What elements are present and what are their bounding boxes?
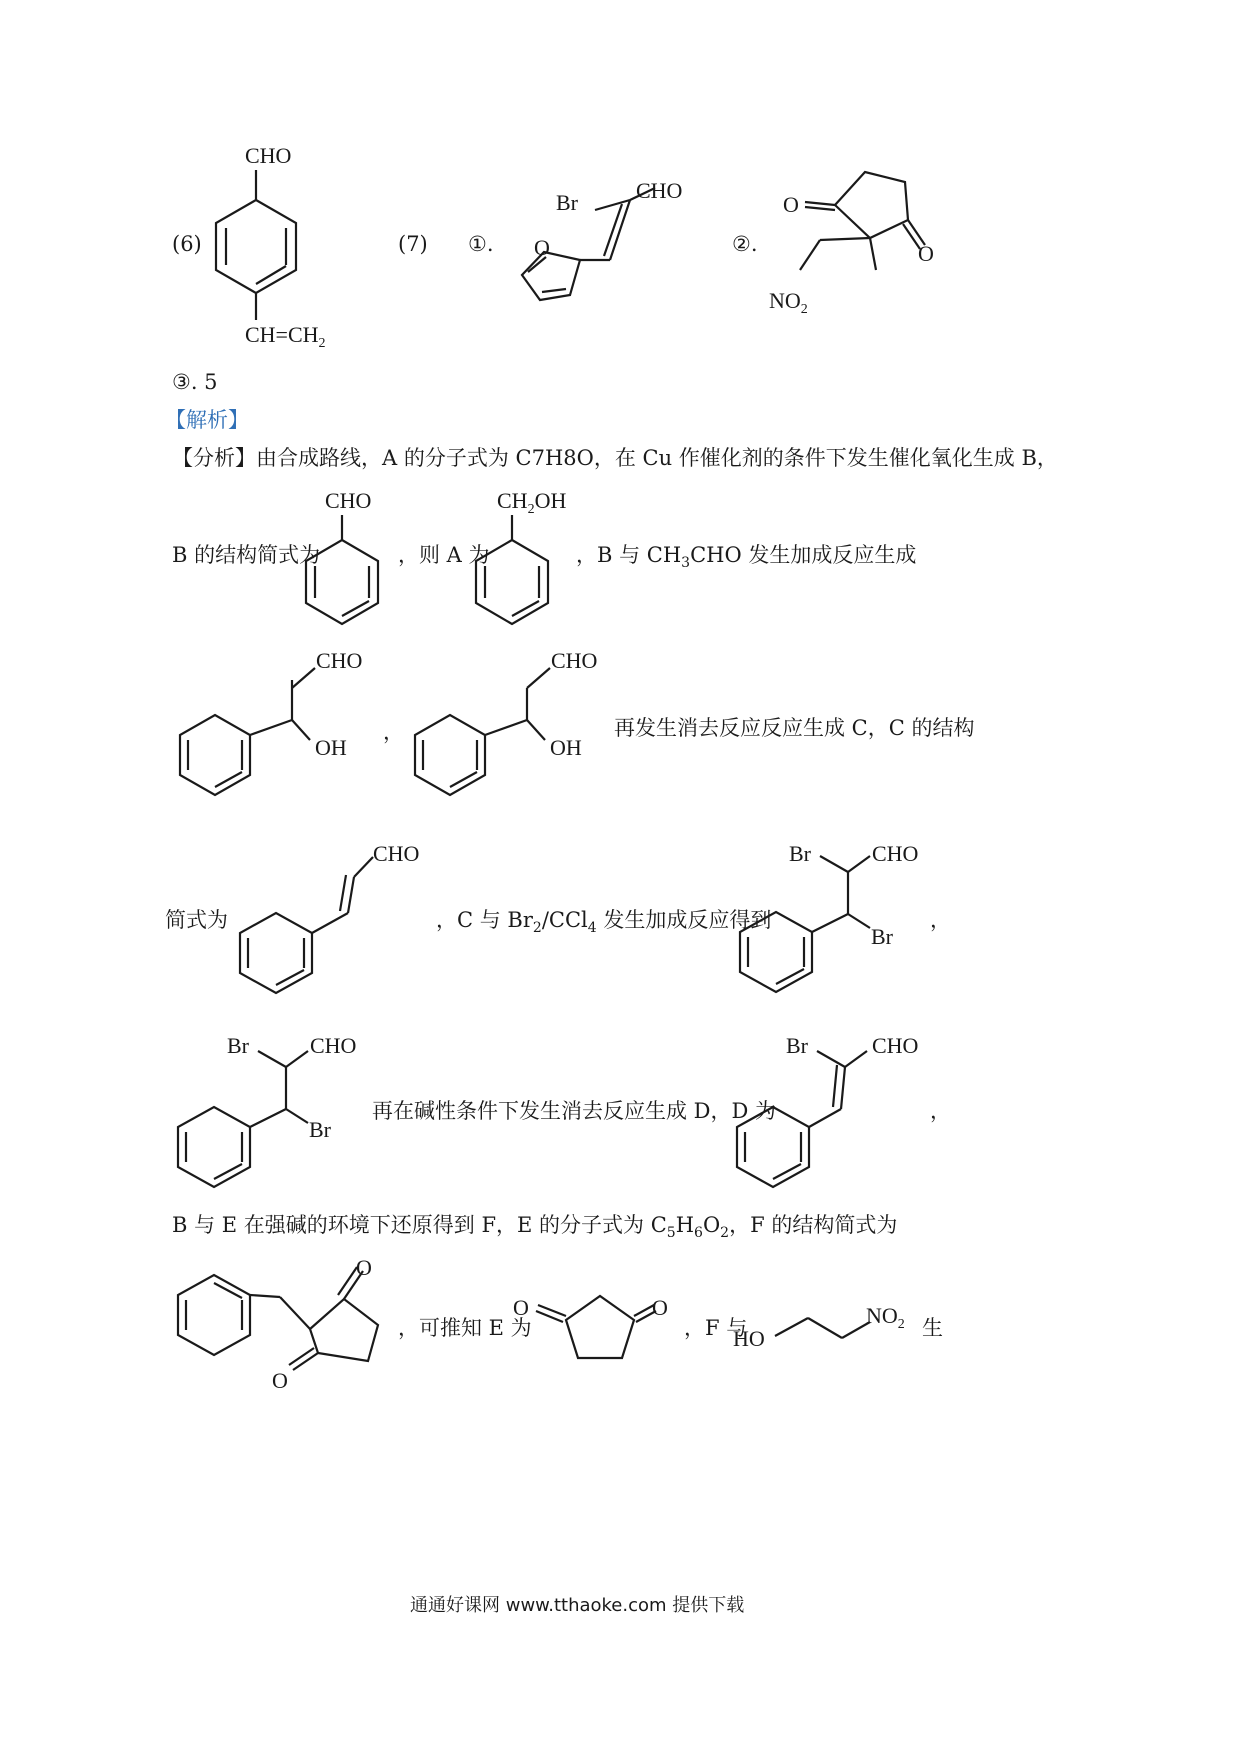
nitroethanol-ho: HO [733, 1326, 765, 1351]
compound-e-o2: O [652, 1295, 668, 1320]
para-5b: ， [930, 1099, 951, 1123]
q7-part1-label: ①. [468, 232, 494, 256]
dibromide1-cho: CHO [872, 841, 919, 866]
q7-cho-label: CHO [636, 178, 683, 203]
para-3a: ， [383, 720, 404, 744]
q7-o2-label: O [918, 241, 934, 266]
dibromide1-br1: Br [789, 841, 811, 866]
para-2b: ，则 A 为 [398, 543, 490, 567]
para-4a: 简式为 [165, 908, 228, 932]
q6-cho-label: CHO [245, 143, 292, 168]
para-7b: ，F 与 [684, 1316, 748, 1340]
q6-vinyl-label: $CH=CH_2$ [245, 322, 326, 351]
para-6: B 与 E 在强碱的环境下还原得到 F，E 的分子式为 $C_5H_6O_2$，F 的结构简式为 [172, 1213, 898, 1241]
para-4c: ， [930, 908, 951, 932]
aldol2-oh: OH [550, 735, 582, 760]
aldol1-cho: CHO [316, 648, 363, 673]
benzaldehyde-cho: CHO [325, 488, 372, 513]
compound-d-structure [727, 1035, 927, 1205]
dibromide2-br2: Br [309, 1117, 331, 1142]
benzyl-alcohol-label: $CH_2OH$ [497, 488, 567, 517]
dibromide-structure-2 [168, 1035, 368, 1205]
analysis-heading: 【解析】 [165, 408, 249, 432]
q7-o1-label: O [783, 192, 799, 217]
compound-d-br: Br [786, 1033, 808, 1058]
compound-e-o1: O [513, 1295, 529, 1320]
aldol2-cho: CHO [551, 648, 598, 673]
q7-label: (7) [398, 232, 428, 256]
q6-label: (6) [172, 232, 202, 256]
para-7a: ，可推知 E 为 [398, 1316, 532, 1340]
para-1: 【分析】由合成路线，A 的分子式为 C7H8O，在 Cu 作催化剂的条件下发生催化氧化生成 B， [172, 446, 1058, 470]
footer: 通通好课网 www.tthaoke.com 提供下载 [410, 1595, 745, 1616]
dibromide2-cho: CHO [310, 1033, 357, 1058]
compound-f-o1: O [356, 1255, 372, 1280]
para-7c: 生 [922, 1316, 943, 1340]
q7-br-label: Br [556, 190, 578, 215]
para-4b: ，C 与 $Br_2/CCl_4$ 发生加成反应得到 [436, 908, 772, 936]
q7-no2-label: $NO_2$ [769, 288, 808, 317]
aldol1-oh: OH [315, 735, 347, 760]
benzaldehyde-structure [300, 505, 390, 635]
cinnamaldehyde-cho: CHO [373, 841, 420, 866]
nitroethanol-no2: $NO_2$ [866, 1303, 905, 1332]
q7-part2-label: ②. [732, 232, 758, 256]
q7-part3: ③. 5 [172, 370, 218, 394]
para-3b: 再发生消去反应反应生成 C，C 的结构 [614, 716, 975, 740]
cinnamaldehyde-structure [230, 841, 430, 1015]
q7-furan-o-label: O [534, 235, 550, 260]
dibromide1-br2: Br [871, 924, 893, 949]
para-2c: ，B 与 $CH_3CHO$ 发生加成反应生成 [576, 543, 917, 571]
para-5a: 再在碱性条件下发生消去反应生成 D，D 为 [372, 1099, 777, 1123]
compound-f-o2: O [272, 1368, 288, 1393]
dibromide2-br1: Br [227, 1033, 249, 1058]
para-2a: B 的结构简式为 [172, 543, 321, 567]
compound-d-cho: CHO [872, 1033, 919, 1058]
benzyl-alcohol-structure [470, 505, 560, 635]
